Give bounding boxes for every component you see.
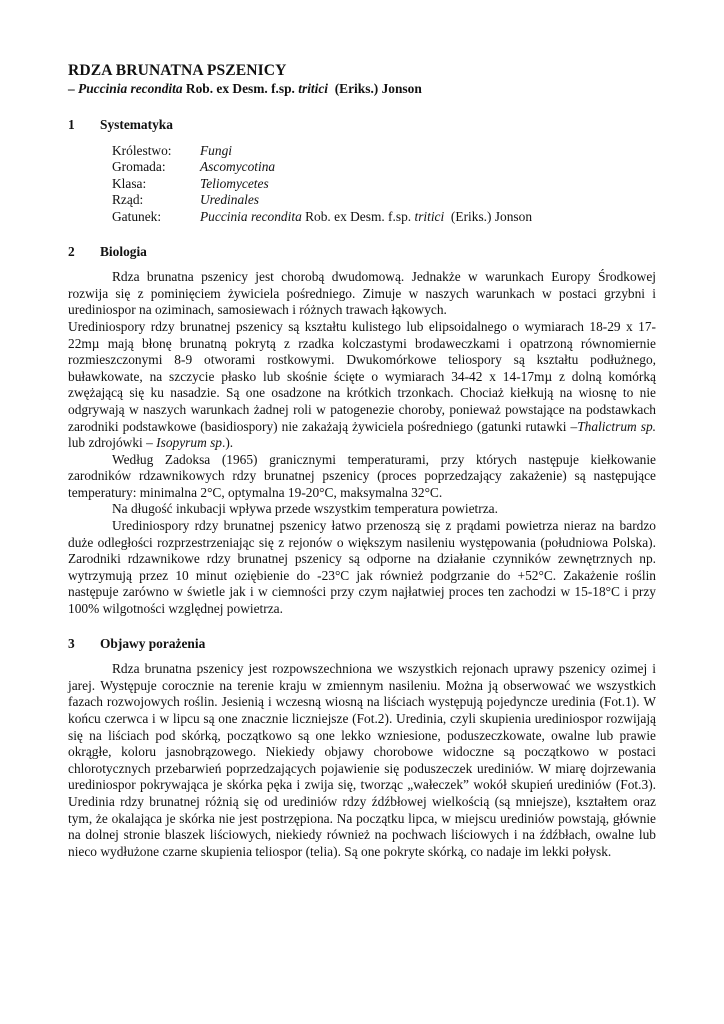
paragraph: Na długość inkubacji wpływa przede wszystkim temperatura powietrza. [112, 501, 498, 517]
species-forma: tritici [414, 208, 445, 224]
spacer [68, 618, 656, 636]
taxonomy-label: Gromada: [112, 159, 166, 175]
section-title: Biologia [100, 243, 147, 259]
taxonomy-row [112, 159, 532, 176]
taxonomy-value: Fungi [200, 142, 232, 158]
subtitle-forma: tritici [298, 81, 329, 96]
paragraph: Urediniospory rdzy brunatnej pszenicy łatwo przenoszą się z prądami powietrza nieraz na bardzo duże odległości rozprzestrzeniając się z rejonów o większym nasileniu występowania (południowa Polska). Zarodniki rdzawnikowe rdzy brunatnej pszenicy są odporne na działanie czynników zewnętrznych np. wytrzymują przez 10 minut oziębienie do -23°C jak również podgrzanie do +52°C. Zakażenie roślin następuje zarówno w świetle jak i w ciemności przy czym najłatwiej proces ten zachodzi w 15-18°C i przy 100% wilgotności względnej powietrza. [68, 518, 656, 617]
section-title: Systematyka [100, 117, 173, 132]
document-subtitle [68, 80, 656, 97]
paragraph-text: .). [222, 435, 234, 451]
taxonomy-table [112, 143, 532, 226]
taxonomy-row [112, 143, 532, 160]
genus-name: Thalictrum sp. [577, 418, 656, 434]
subtitle-rest: (Eriks.) Jonson [328, 81, 422, 96]
paragraph-text: lub zdrojówki – [68, 435, 157, 451]
taxonomy-value: Teliomycetes [200, 175, 269, 191]
paragraph: Rdza brunatna pszenicy jest rozpowszechniona we wszystkich rejonach uprawy pszenicy ozimej i jarej. Występuje corocznie na terenie kraju w zmiennym nasileniu. Można ją obserwować we wszystkich fazach rozwojowych roślin. Jesienią i wczesną wiosną na liściach występują pojedyncze uredinia (Fot.1). W końcu czerwca i w lipcu są one znacznie liczniejsze (Fot.2). Uredinia, czyli skupienia urediniospor rozwijają się na liściach pod skórką, początkowo są one lekko wzniesione, poduszeczkowate, owalne lub prawie okrągłe, koloru jasnobrązowego. Niekiedy objawy chorobowe widoczne są początkowo w postaci chlorotycznych przebarwień poprzedzających pojawienie się poduszeczek urediniów. W miarę dojrzewania urediniospor pokrywająca je skórka pęka i zwija się, tworząc „wałeczek” wokół skupień urediniów (Fot.3). Uredinia rdzy brunatnej różnią się od urediniów rdzy źdźbłowej wielkością (są mniejsze), kształtem oraz tym, że okalająca je skórka nie jest postrzępiona. Na początku lipca, w miejscu urediniów powstają, głównie na dolnej stronie blaszek liściowych, niekiedy również na pochwach liściowych i na źdźbłach, owalne lub nieco wydłużone czarne skupienia teliospor (telia). Są one pokryte skórką, co nadaje im lekki połysk. [68, 661, 656, 859]
section-number: 3 [68, 635, 75, 651]
species-rest: (Eriks.) Jonson [444, 208, 533, 224]
taxonomy-label: Rząd: [112, 192, 144, 208]
document-title: RDZA BRUNATNA PSZENICY [68, 62, 287, 79]
taxonomy-row-species [112, 209, 532, 226]
subtitle-dash: – [68, 81, 79, 96]
species-name: Puccinia recondita [200, 208, 302, 224]
paragraph-text: Urediniospory rdzy brunatnej pszenicy są kształtu kulistego lub elipsoidalnego o wymiarach 18-29 x 17-22mµ mają błonę brunatną pokrytą z rzadka kolczastymi brodaweczkami i opatrzoną równomiernie rozmieszczonymi 8-9 otworami rostkowymi. Dwukomórkowe teliospory są kształtu podłużnego, buławkowate, na szczycie płasko lub skośnie ścięte o wymiarach 34-42 x 14-17mµ z dolną komórką zwężającą się ku nasadzie. Są one osadzone na krótkich trzonkach. Chociaż kiełkują na wiosnę to nie odgrywają w naszych warunkach żadnej roli w patogenezie choroby, ponieważ powstające na podstawkach zarodniki podstawkowe (basidiospory) nie zakażają żywiciela pośredniego (gatunki rutawki – [68, 318, 656, 434]
taxonomy-row [112, 192, 532, 209]
section-number: 2 [68, 243, 75, 259]
taxonomy-value: Ascomycotina [200, 159, 276, 175]
paragraph [68, 319, 656, 452]
taxonomy-row [112, 176, 532, 193]
genus-name: Isopyrum sp [156, 435, 222, 451]
section-heading-biologia [68, 244, 656, 261]
paragraph: Rdza brunatna pszenicy jest chorobą dwudomową. Jednakże w warunkach Europy Środkowej rozwija się z pominięciem żywiciela pośredniego. Zimuje w naszych warunkach w postaci grzybni i urediniospor na oziminach, samosiewach i różnych trawach łąkowych. [68, 269, 656, 318]
section-heading-objawy [68, 636, 656, 653]
taxonomy-label: Klasa: [112, 175, 147, 191]
section-heading-systematyka [68, 117, 656, 134]
paragraph: Według Zadoksa (1965) granicznymi temperaturami, przy których następuje kiełkowanie zarodników rdzawnikowych rdzy brunatnej pszenicy (proces poprzedzający zakażenie) są następujące temperatury: minimalna 2°C, optymalna 19-20°C, maksymalna 32°C. [68, 451, 656, 500]
subtitle-authors: Rob. ex Desm. f.sp. [182, 81, 299, 96]
species-authors: Rob. ex Desm. f.sp. [301, 208, 415, 224]
taxonomy-label: Królestwo: [112, 142, 172, 158]
taxonomy-value [200, 209, 532, 226]
section-title: Objawy porażenia [100, 635, 206, 651]
subtitle-species: Puccinia recondita [78, 81, 183, 96]
taxonomy-label: Gatunek: [112, 208, 162, 224]
taxonomy-value: Uredinales [200, 192, 260, 208]
section-number: 1 [68, 117, 75, 132]
